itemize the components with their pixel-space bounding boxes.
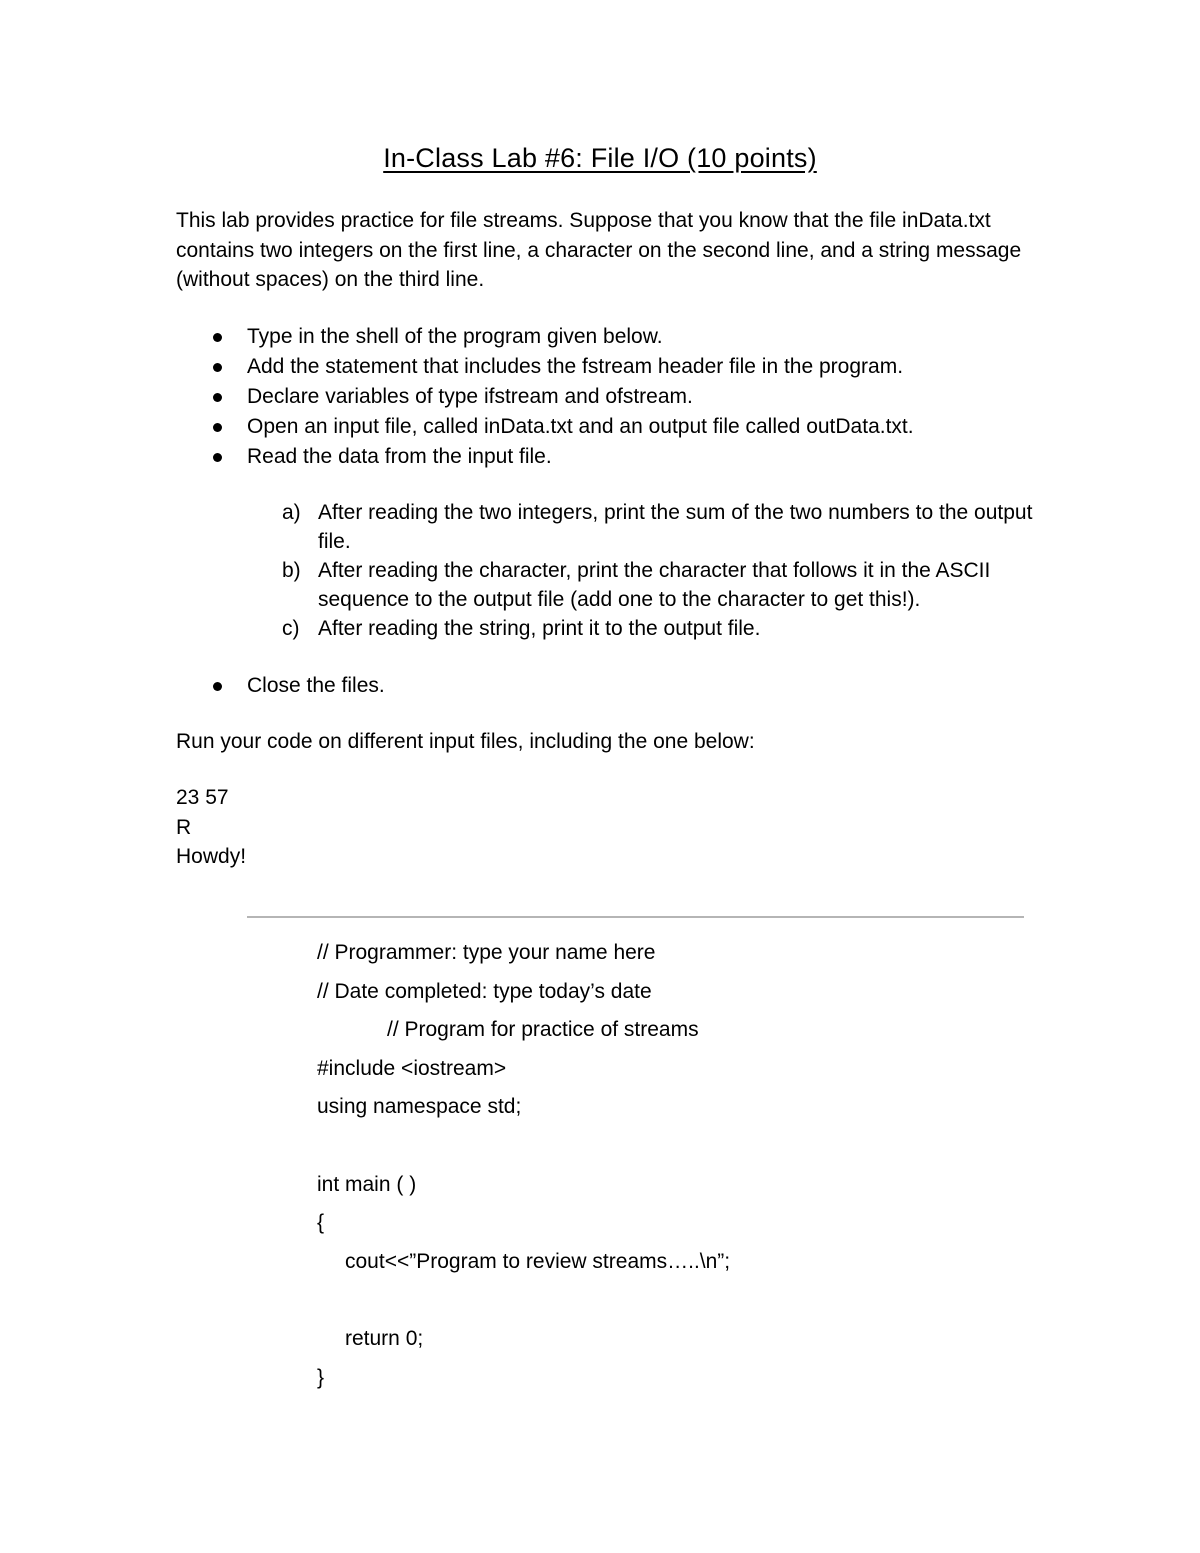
code-line: } — [317, 1365, 325, 1389]
code-line: #include <iostream> — [317, 1056, 507, 1080]
intro-paragraph: This lab provides practice for file streams. Suppose that you know that the file inData.txt contains two integers on the first line, a character on the second line, and a string message (without spaces) on the third line. — [176, 209, 1022, 291]
bullet-dot-icon — [213, 333, 222, 342]
code-line: int main ( ) — [317, 1172, 417, 1196]
bullet-dot-icon — [213, 682, 222, 691]
code-line — [317, 1281, 730, 1320]
code-line: // Programmer: type your name here — [317, 941, 656, 964]
task-bullet-item: Declare variables of type ifstream and ofstream. — [176, 382, 1026, 412]
read-step-item — [176, 614, 1036, 643]
task-bullet-list — [176, 322, 1026, 472]
code-line: using namespace std; — [317, 1095, 522, 1119]
code-line: { — [317, 1211, 325, 1235]
page-title: In-Class Lab #6: File I/O (10 points) — [383, 143, 817, 173]
close-bullet-list — [176, 671, 1026, 701]
sample-input-line: Howdy! — [176, 845, 247, 868]
step-text: After reading the string, print it to the output file. — [318, 617, 761, 640]
bullet-dot-icon — [213, 363, 222, 372]
bullet-dot-icon — [213, 453, 222, 462]
task-bullet-item: Type in the shell of the program given below. — [176, 322, 1026, 352]
step-letter: b) — [282, 559, 301, 582]
step-letter: a) — [282, 501, 301, 524]
task-bullet-item: Close the files. — [176, 671, 1026, 701]
bullet-dot-icon — [213, 423, 222, 432]
code-line — [317, 1127, 730, 1166]
program-shell-code — [317, 934, 730, 1397]
sample-input-line: R — [176, 815, 192, 839]
bullet-dot-icon — [213, 393, 222, 402]
horizontal-rule — [247, 916, 1024, 918]
task-bullet-item: Add the statement that includes the fstream header file in the program. — [176, 352, 1026, 382]
step-text: After reading the character, print the character that follows it in the ASCII sequence to the output file (add one to the character to get this!). — [318, 559, 991, 611]
sample-input-block — [176, 783, 246, 872]
read-step-item — [176, 498, 1036, 556]
step-letter: c) — [282, 617, 300, 640]
task-bullet-item: Read the data from the input file. — [176, 442, 1026, 472]
code-line: cout<<”Program to review streams…..\n”; — [345, 1249, 731, 1273]
read-step-item — [176, 556, 1036, 614]
code-line: // Program for practice of streams — [387, 1018, 699, 1042]
code-line: // Date completed: type today’s date — [317, 979, 652, 1003]
sample-input-line: 23 57 — [176, 786, 229, 809]
task-bullet-item: Open an input file, called inData.txt and an output file called outData.txt. — [176, 412, 1026, 442]
code-line: return 0; — [345, 1326, 424, 1350]
step-text: After reading the two integers, print the sum of the two numbers to the output file. — [318, 501, 1033, 553]
run-instruction: Run your code on different input files, including the one below: — [176, 730, 755, 753]
read-steps-list — [176, 498, 1036, 643]
